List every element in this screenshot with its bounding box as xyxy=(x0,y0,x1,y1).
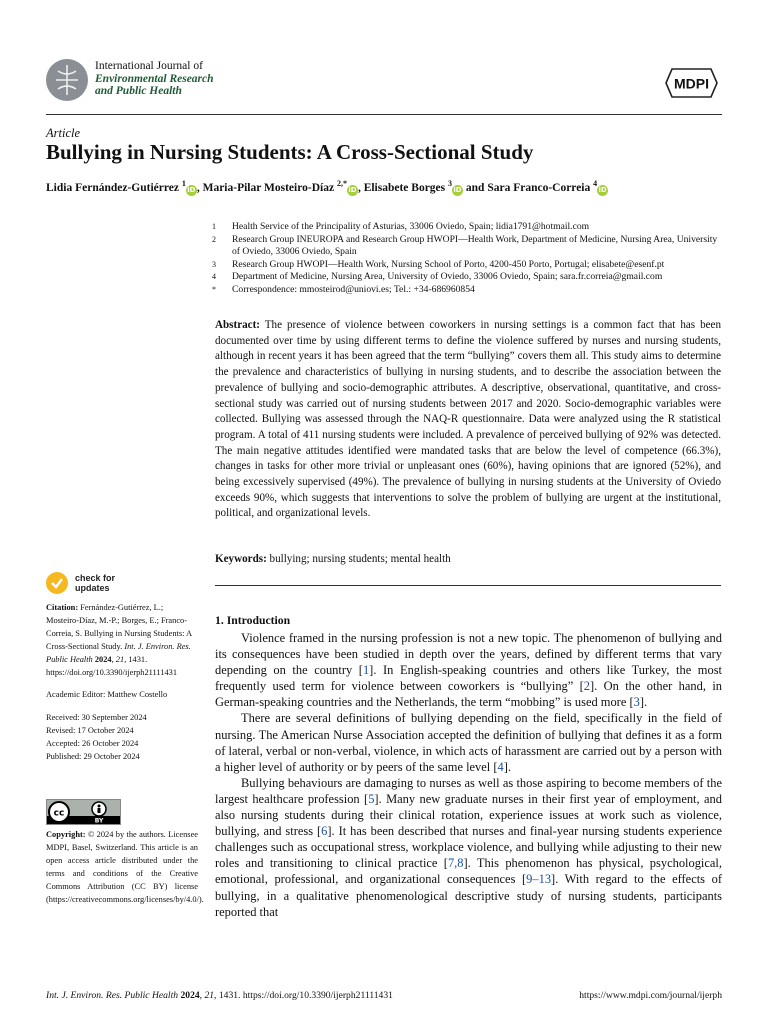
affiliations xyxy=(212,221,722,297)
affiliation-number: * xyxy=(212,284,216,294)
affiliation-item xyxy=(212,234,722,259)
orcid-icon[interactable]: iD xyxy=(598,185,607,194)
footer-journal: Int. J. Environ. Res. Public Health xyxy=(46,990,179,1001)
check-updates-label xyxy=(75,573,115,593)
author-affil-sup: 4 xyxy=(593,179,598,188)
paragraph: There are several definitions of bullying depending on the field, specifically in the field of nursing. The American Nurse Association accepted the definition of bullying that defines it as a form of lateral, verbal or non-verbal, violence, in which acts of harassment are carried out by a person with a higher level of authority or by peers of the same level [4]. xyxy=(215,711,722,774)
paragraph: Violence framed in the nursing profession is not a new topic. The phenomenon of bullying and its consequences have been studied in depth over the years, defined by different terms that vary depending on the country [1]. In English-speaking countries and others like Turkey, the most frequently used term for violence between coworkers is “bullying” [2]. On the other hand, in German-speaking countries and the Netherlands, the term “mobbing” is used more [3]. xyxy=(215,631,722,710)
check-updates-line1: check for xyxy=(75,573,116,583)
orcid-icon[interactable]: iD xyxy=(453,185,462,194)
author-name[interactable]: Elisabete Borges xyxy=(363,181,446,194)
citation-label: Citation: xyxy=(46,603,79,612)
mdpi-logo-icon xyxy=(665,68,718,98)
citation-year: 2024 xyxy=(94,655,112,665)
footer-journal-url[interactable]: https://www.mdpi.com/journal/ijerph xyxy=(579,990,722,1001)
citation-link[interactable]: 7,8 xyxy=(447,856,464,871)
footer-doi[interactable]: , 1431. https://doi.org/10.3390/ijerph21111431 xyxy=(214,990,393,1001)
cc-by-license-badge[interactable] xyxy=(46,799,121,825)
orcid-icon[interactable]: iD xyxy=(348,185,357,194)
footer-volume: 21 xyxy=(204,990,215,1001)
affiliation-number: 2 xyxy=(212,234,216,244)
citation-link[interactable]: 3 xyxy=(633,695,640,710)
check-updates-line2: updates xyxy=(75,583,110,593)
article-title: Bullying in Nursing Students: A Cross-Sectional Study xyxy=(46,140,534,164)
orcid-icon[interactable]: iD xyxy=(187,185,196,194)
article-type: Article xyxy=(46,126,81,140)
svg-text:cc: cc xyxy=(53,808,65,819)
abstract xyxy=(215,318,721,522)
citation-journal: Int. J. Environ. Res. Public Health xyxy=(46,642,191,665)
check-for-updates-badge[interactable] xyxy=(46,572,115,594)
citation: Citation: Fernández-Gutiérrez, L.; Mosteiro-Díaz, M.-P.; Borges, E.; Franco-Correia, S. Bullying in Nursing Students: A Cross-Sectional Study. Int. J. Environ. Res. Public Health 2024, 21, 1431. https://doi.org/10.3390/ijerph21111431 xyxy=(46,603,192,678)
article-info-sidebar xyxy=(46,601,198,763)
affiliation-text: Health Service of the Principality of Asturias, 33006 Oviedo, Spain; lidia1791@hotmail.com xyxy=(232,221,590,232)
author-list: Lidia Fernández-Gutiérrez $^1$iD, Maria-Pilar Mosteiro-Díaz $^{2,*}$iD, Elisabete Borges $^3$iD and Sara Franco-Correia $^4$iD xyxy=(46,179,607,194)
affiliation-text: Research Group HWOPI—Health Work, Nursing School of Porto, 4200-450 Porto, Portugal; elisabete@esenf.pt xyxy=(232,258,665,270)
affiliation-item xyxy=(212,284,722,297)
journal-name xyxy=(95,60,214,98)
author-affil-sup: 1 xyxy=(181,179,186,188)
section-heading-introduction: 1. Introduction xyxy=(215,614,291,627)
citation-link[interactable]: 5 xyxy=(368,791,375,806)
mdpi-logo xyxy=(665,68,718,98)
affiliation-text: Research Group INEUROPA and Research Group HWOPI—Health Work, Department of Medicine, Nursing Area, University of Oviedo, 33006 Oviedo, Spain xyxy=(232,233,718,258)
journal-line3: and Public Health xyxy=(95,85,182,97)
affiliation-number: 1 xyxy=(212,222,216,231)
citation-link[interactable]: 1 xyxy=(362,663,370,678)
author-name[interactable]: Lidia Fernández-Gutiérrez xyxy=(46,181,179,194)
keywords-label: Keywords: xyxy=(215,553,267,565)
author-name[interactable]: Sara Franco-Correia xyxy=(487,181,591,194)
citation-link[interactable]: 2 xyxy=(583,679,591,694)
date-accepted: Accepted: 26 October 2024 xyxy=(46,738,139,748)
citation-link[interactable]: 4 xyxy=(497,759,504,774)
introduction-body xyxy=(215,630,722,920)
keywords-divider xyxy=(215,585,721,586)
check-updates-icon xyxy=(46,572,68,594)
academic-editor: Academic Editor: Matthew Costello xyxy=(46,689,168,699)
header-divider xyxy=(46,114,722,115)
author-affil-sup: 2,* xyxy=(336,179,347,188)
affiliation-item xyxy=(212,271,722,284)
affiliation-number: 4 xyxy=(212,272,216,282)
citation-text: Fernández-Gutiérrez, L.; Mosteiro-Díaz, M.-P.; Borges, E.; Franco-Correia, S. Bullying in Nursing Students: A Cross-Sectional Study. xyxy=(46,603,192,652)
page-footer xyxy=(46,990,722,1001)
date-received: Received: 30 September 2024 xyxy=(46,712,147,722)
affiliation-item xyxy=(212,259,722,272)
abstract-label: Abstract: xyxy=(215,319,260,331)
footer-citation: Int. J. Environ. Res. Public Health 2024, 21, 1431. https://doi.org/10.3390/ijerph21111431 xyxy=(46,990,393,1001)
copyright-text: © 2024 by the authors. Licensee MDPI, Basel, Switzerland. This article is an open access article distributed under the terms and conditions of the Creative Commons Attribution (CC BY) license (https://creativecommons.org/licenses/by/4.0/). xyxy=(46,830,204,905)
date-published: Published: 29 October 2024 xyxy=(46,751,140,761)
affiliation-text: Department of Medicine, Nursing Area, University of Oviedo, 33006 Oviedo, Spain; sara.fr.correia@gmail.com xyxy=(232,271,663,283)
copyright-label: Copyright: xyxy=(46,830,86,839)
citation-volume: 21 xyxy=(115,655,125,665)
affiliation-item xyxy=(212,221,722,234)
cc-by-text: BY xyxy=(94,817,104,824)
author-affil-sup: 3 xyxy=(448,179,453,188)
keywords xyxy=(215,553,451,565)
keywords-text: bullying; nursing students; mental health xyxy=(269,553,451,565)
publisher-name: MDPI xyxy=(674,75,709,92)
affiliation-number: 3 xyxy=(212,259,216,269)
affiliation-text: Correspondence: mmosteirod@uniovi.es; Tel.: +34-686960854 xyxy=(232,283,475,295)
abstract-text: The presence of violence between coworkers in nursing settings is a common fact that has been documented over time by using different terms to define the violence suffered by nurses and nursing students, although in recent years it has been agreed that the term “bullying” covers them all. This study aims to determine the prevalence and characteristics of bullying in nursing students, and to describe the association between the prevalence of bullying and socio-demographic attributes. A descriptive, observational, quantitative, and cross-sectional study was carried out of nursing students between 2017 and 2020. Socio-demographic variables were collected. Bullying was assessed through the NAQ-R questionnaire. Data were analyzed using the R statistical program. A total of 411 nursing students were included. A prevalence of perceived bullying of 92% was detected. The main negative attitudes identified were mandated tasks that are below the level of competence (66.3%), changes in tasks for other more trivial or unpleasant ones (60%), having opinions that are ignored (52%), and being excessively supervised (49%). The prevalence of bullying in nursing students at the University of Oviedo exceeds 90%, which suggests that interventions to solve the problem of bullying are urgent at the institutional, political, and organizational levels. xyxy=(215,319,722,520)
date-revised: Revised: 17 October 2024 xyxy=(46,725,134,735)
journal-line2: Environmental Research xyxy=(95,72,214,85)
citation-link[interactable]: 6 xyxy=(321,824,328,839)
citation-doi[interactable]: , 1431. https://doi.org/10.3390/ijerph21111431 xyxy=(46,655,178,678)
journal-logo xyxy=(46,59,88,101)
journal-logo-icon xyxy=(46,59,88,101)
citation-link[interactable]: 9–13 xyxy=(526,872,552,887)
author-name[interactable]: Maria-Pilar Mosteiro-Díaz xyxy=(202,181,335,194)
paragraph: Bullying behaviours are damaging to nurses as well as those aspiring to become members of the largest healthcare profession [5]. Many new graduate nurses in their first year of employment, and also nursing students during their clinical rotation, experience issues at work such as violence, bullying, and stress [6]. It has been described that nurses and final-year nursing students experience challenges such as occupational stress, workplace violence, and bullying while adjusting to their new roles and transitioning to clinical practice [7,8]. This phenomenon has physical, psychological, emotional, professional, and organizational consequences [9–13]. With regard to the effects of bullying, in a qualitative phenomenological descriptive study of nursing students, participants reported that xyxy=(215,775,722,919)
journal-line1: International Journal of xyxy=(95,60,203,72)
cc-by-icon xyxy=(47,800,120,824)
copyright-notice xyxy=(46,828,204,907)
footer-year: 2024 xyxy=(180,990,200,1001)
